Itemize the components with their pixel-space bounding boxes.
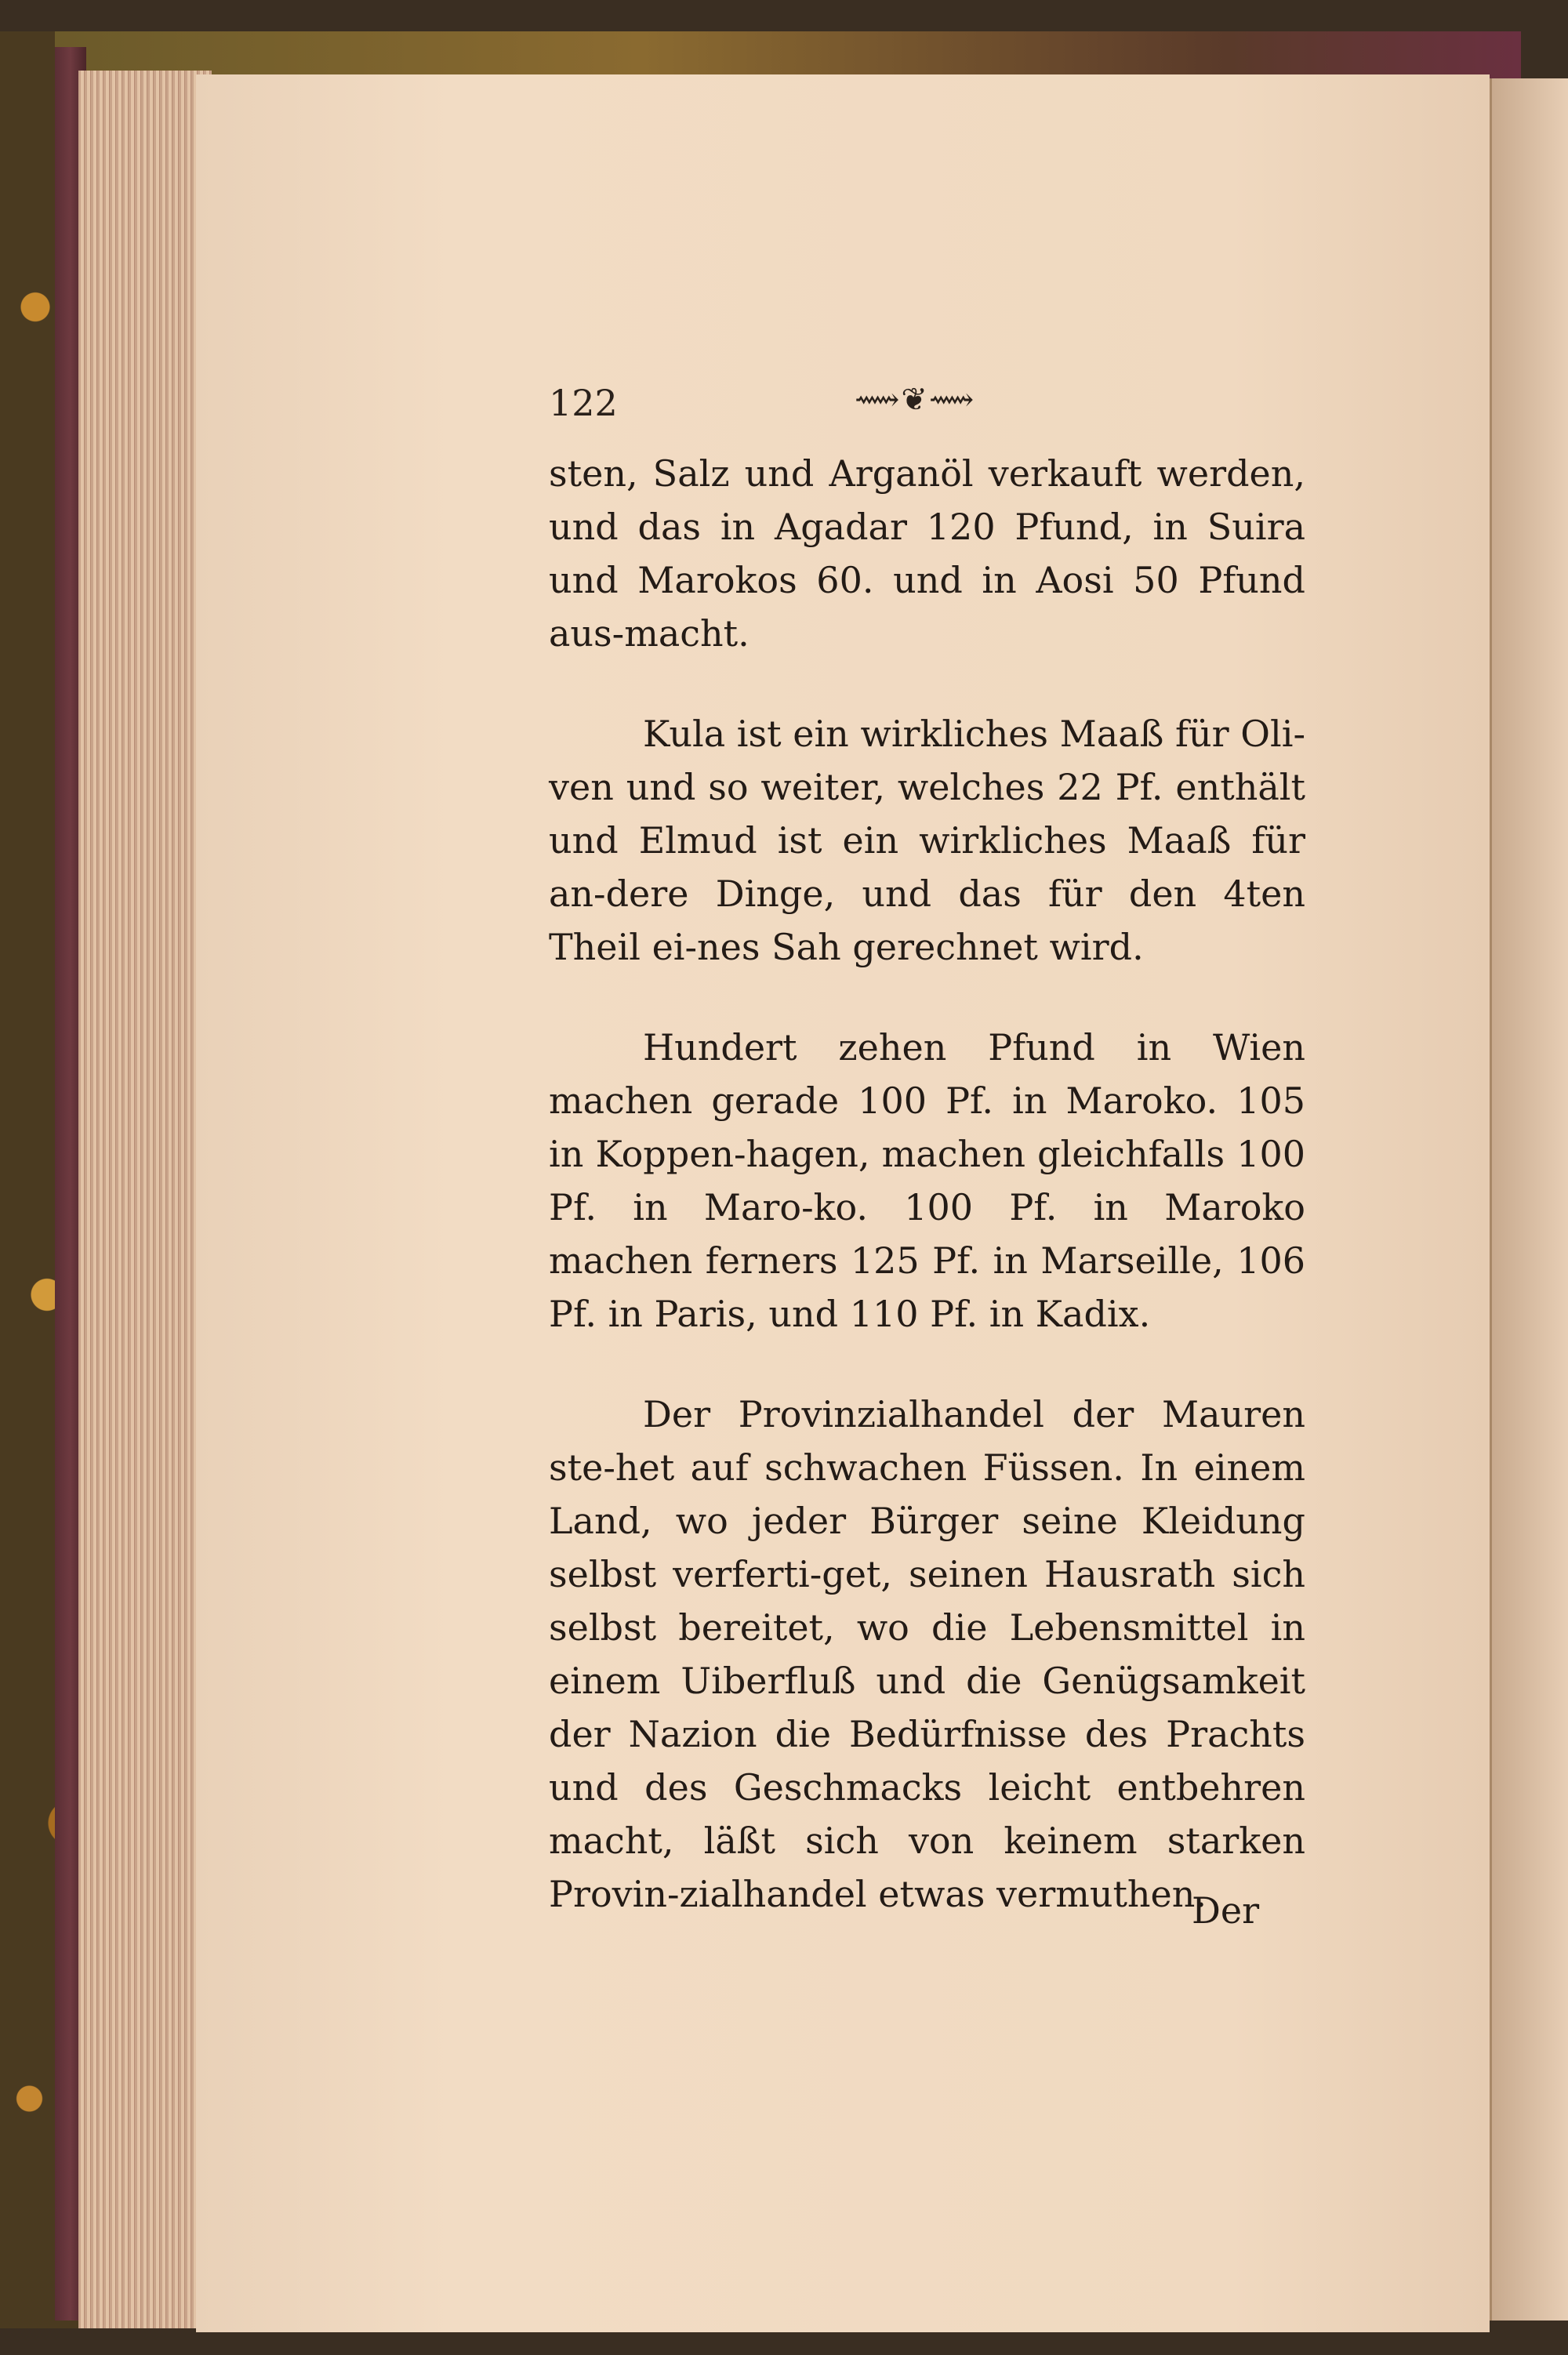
paragraph-2: Kula ist ein wirkliches Maaß für Oli-ven und so weiter, welches 22 Pf. enthält und Elmud ist ein wirkliches Maaß für an-dere Dinge, und das für den 4ten Theil ei-nes Sah gerechnet wird. (549, 713, 1305, 968)
page-edges (78, 71, 212, 2328)
facing-page-edge (1490, 78, 1568, 2321)
paragraph-3: Hundert zehen Pfund in Wien machen gerade 100 Pf. in Maroko. 105 in Koppen-hagen, machen gleichfalls 100 Pf. in Maro-ko. 100 Pf. in Maroko machen ferners 125 Pf. in Marseille, 106 Pf. in Paris, und 110 Pf. in Kadix. (549, 1026, 1305, 1335)
paragraph-4: Der Provinzialhandel der Mauren ste-het auf schwachen Füssen. In einem Land, wo jeder Bürger seine Kleidung selbst verferti-get, seinen Hausrath sich selbst bereitet, wo die Lebensmittel in einem Uiberfluß und die Genügsamkeit der Nazion die Bedürfnisse des Prachts und des Geschmacks leicht entbehren macht, läßt sich von keinem starken Provin-zialhandel etwas vermuthen. (549, 1393, 1305, 1915)
catchword: Der (1192, 1889, 1260, 1932)
header-ornament: ⟿❦⟿ (855, 382, 976, 418)
body-text (549, 447, 1305, 1921)
paragraph-1: sten, Salz und Arganöl verkauft werden, und das in Agadar 120 Pfund, in Suira und Marokos 60. und in Aosi 50 Pfund aus-macht. (549, 452, 1305, 655)
page-number: 122 (549, 382, 618, 424)
book-cover-top-edge (55, 31, 1521, 78)
page-header (549, 382, 1301, 429)
